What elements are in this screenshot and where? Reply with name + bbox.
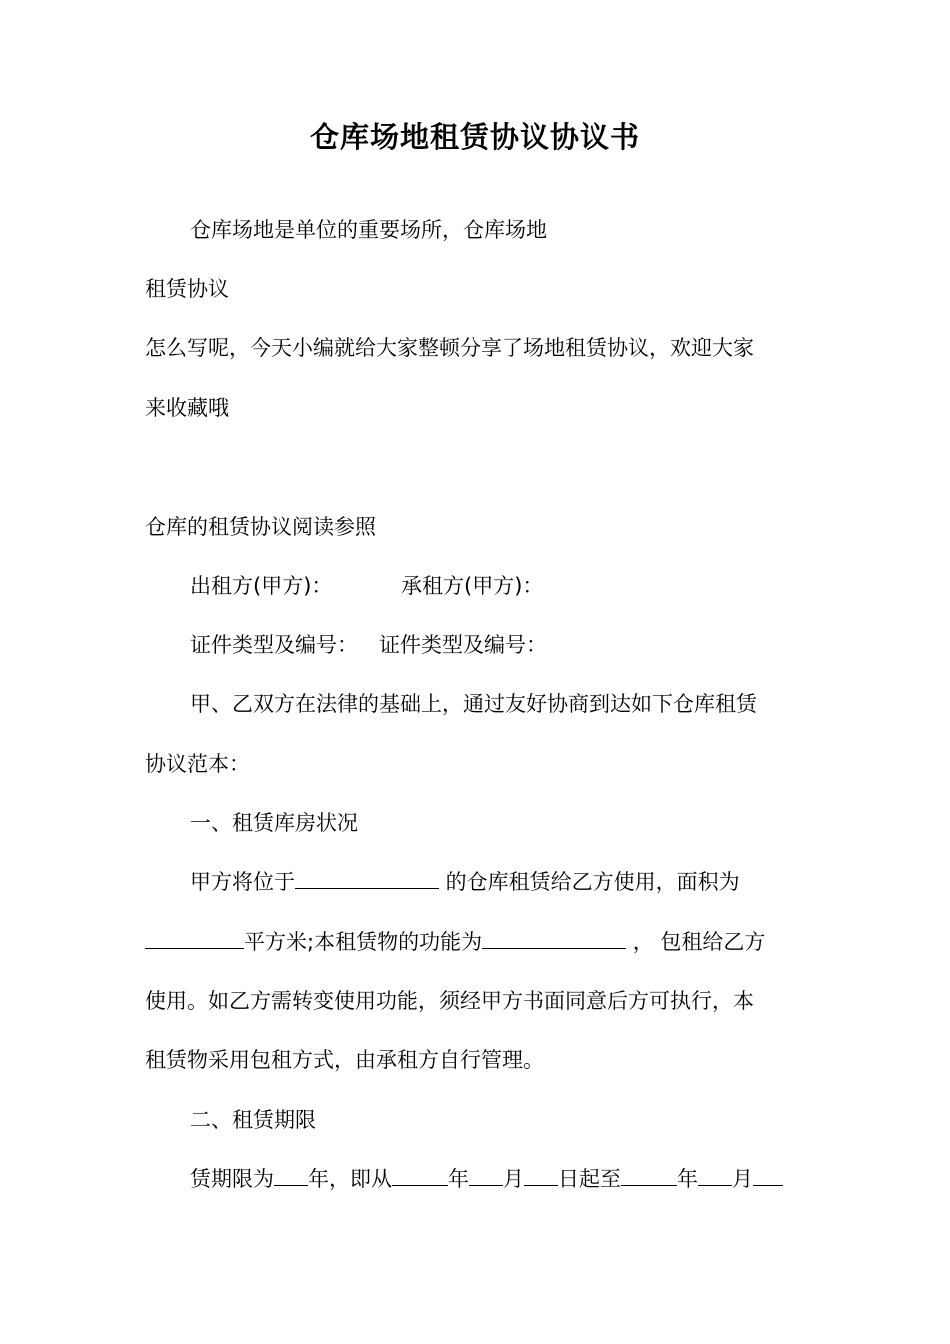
preamble-line-2: 协议范本：: [145, 752, 250, 776]
intro-line-3: 怎么写呢，今天小编就给大家整顿分享了场地租赁协议，欢迎大家: [145, 336, 754, 360]
term-text-3: 年: [448, 1167, 469, 1191]
function-blank: [482, 930, 626, 949]
preamble-line-1: 甲、乙双方在法律的基础上，通过友好协商到达如下仓库租赁: [190, 692, 757, 716]
clause1-text-area: 的仓库租赁给乙方使用，面积为: [439, 870, 740, 894]
clause1-text-location: 甲方将位于: [190, 870, 295, 894]
clause1-heading: 一、租赁库房状况: [190, 811, 358, 835]
lessee-label: 承租方(甲方)：: [401, 574, 544, 598]
end-day-blank: [753, 1167, 783, 1186]
lessor-id-label: 证件类型及编号：: [190, 633, 358, 657]
term-years-blank: [274, 1167, 308, 1186]
section-heading: 仓库的租赁协议阅读参照: [145, 515, 376, 539]
clause2-line-1: [190, 1163, 783, 1195]
start-year-blank: [392, 1167, 448, 1186]
end-month-blank: [698, 1167, 732, 1186]
document-title: 仓库场地租赁协议协议书: [309, 120, 640, 154]
term-text-1: 赁期限为: [190, 1167, 274, 1191]
clause2-heading: 二、租赁期限: [190, 1108, 316, 1132]
intro-line-1: 仓库场地是单位的重要场所，仓库场地: [190, 218, 547, 242]
term-text-5: 日起至: [558, 1167, 621, 1191]
start-month-blank: [469, 1167, 503, 1186]
area-blank: [145, 930, 244, 949]
lessee-id-label: 证件类型及编号：: [379, 633, 547, 657]
intro-line-2: 租赁协议: [145, 277, 229, 301]
term-text-4: 月: [503, 1167, 524, 1191]
clause1-line-3: 使用。如乙方需转变使用功能，须经甲方书面同意后方可执行，本: [145, 989, 754, 1013]
clause1-text-function: 平方米;本租赁物的功能为: [244, 930, 483, 954]
location-blank: [295, 870, 439, 889]
lessor-label: 出租方(甲方)：: [190, 574, 333, 598]
intro-line-4: 来收藏哦: [145, 396, 229, 420]
term-text-2: 年，即从: [308, 1167, 392, 1191]
term-text-6: 年: [677, 1167, 698, 1191]
start-day-blank: [524, 1167, 558, 1186]
clause1-line-2: [145, 926, 765, 958]
end-year-blank: [621, 1167, 677, 1186]
clause1-text-lease: ， 包租给乙方: [626, 930, 766, 954]
clause1-line-1: [190, 866, 740, 898]
clause1-line-4: 租赁物采用包租方式，由承租方自行管理。: [145, 1048, 544, 1072]
term-text-7: 月: [732, 1167, 753, 1191]
